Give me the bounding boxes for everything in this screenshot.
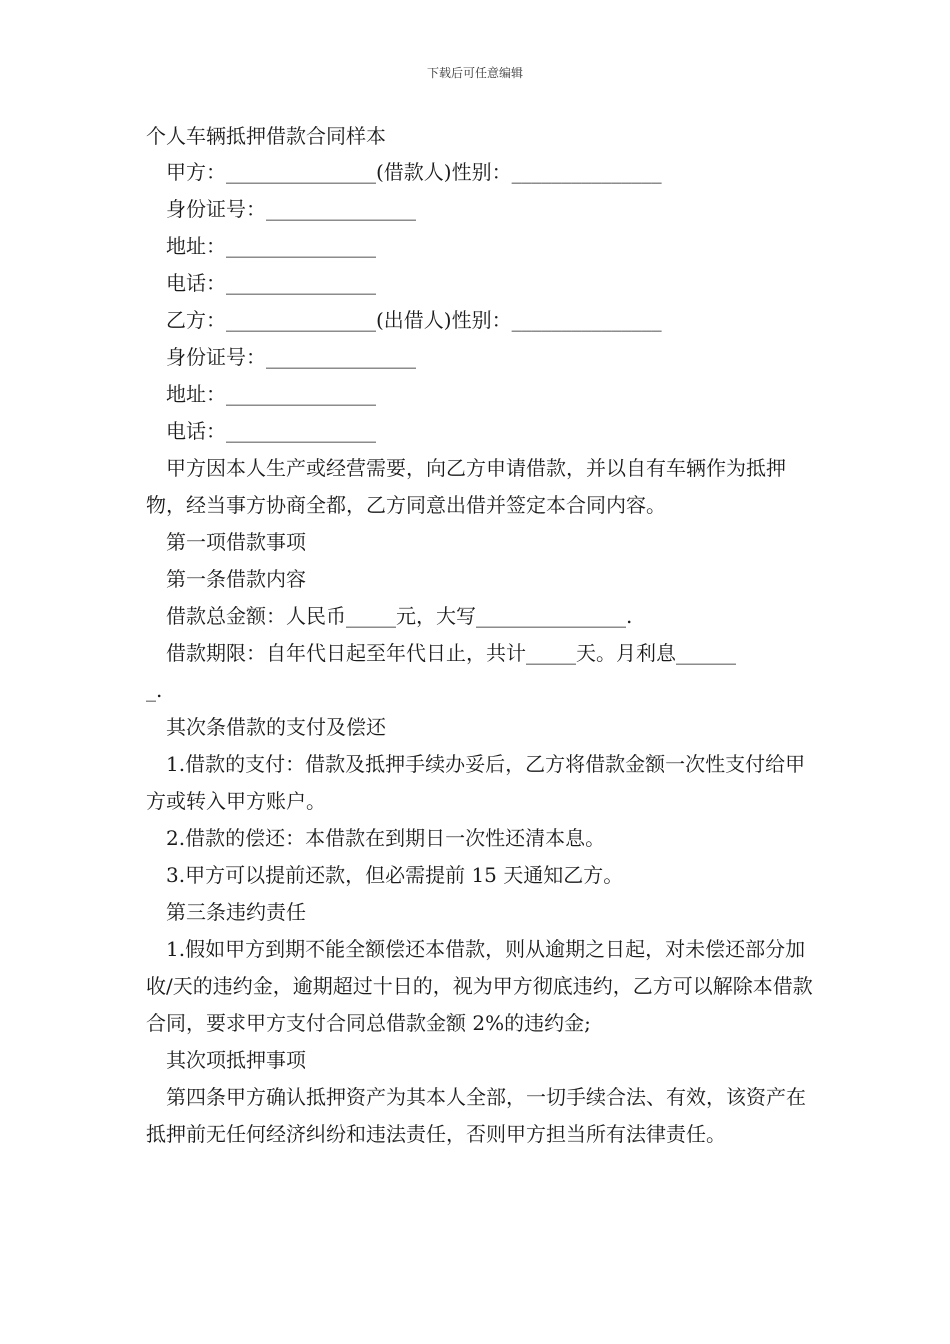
article-1-heading: 第一条借款内容 [166, 567, 306, 591]
loan-term-line: 借款期限：自年代日起至年代日止，共计_____天。月利息______ [166, 641, 736, 665]
party-a-phone-line: 电话：_______________ [166, 271, 376, 295]
party-a-line: 甲方：_______________(借款人)性别：_______________ [166, 160, 662, 184]
party-a-address-line: 地址：_______________ [166, 234, 376, 258]
party-b-id-line: 身份证号：_______________ [166, 345, 416, 369]
payment-clause-1: 1.借款的支付：借款及抵押手续办妥后，乙方将借款金额一次性支付给甲方或转入甲方账户。 [146, 752, 806, 813]
article-4-paragraph: 第四条甲方确认抵押资产为其本人全部，一切手续合法、有效，该资产在抵押前无任何经济纠纷和违法责任，否则甲方担当所有法律责任。 [146, 1085, 806, 1146]
loan-amount-line: 借款总金额：人民币_____元，大写_______________. [166, 604, 633, 628]
party-b-phone-line: 电话：_______________ [166, 419, 376, 443]
party-b-line: 乙方：_______________(出借人)性别：_______________ [166, 308, 662, 332]
article-3-heading: 第三条违约责任 [166, 900, 306, 924]
loan-term-line-continued: _. [146, 678, 163, 702]
page-header-note: 下载后可任意编辑 [426, 66, 523, 80]
payment-clause-3: 3.甲方可以提前还款，但必需提前 15 天通知乙方。 [166, 863, 624, 887]
payment-clause-2: 2.借款的偿还：本借款在到期日一次性还清本息。 [166, 826, 606, 850]
section-heading-loan: 第一项借款事项 [166, 530, 306, 554]
document-title: 个人车辆抵押借款合同样本 [146, 124, 386, 148]
section-heading-mortgage: 其次项抵押事项 [166, 1048, 306, 1072]
intro-paragraph: 甲方因本人生产或经营需要，向乙方申请借款，并以自有车辆作为抵押物，经当事方协商全都，乙方同意出借并签定本合同内容。 [146, 456, 786, 517]
article-2-heading: 其次条借款的支付及偿还 [166, 715, 386, 739]
breach-clause-1: 1.假如甲方到期不能全额偿还本借款，则从逾期之日起，对未偿还部分加收/天的违约金，逾期超过十日的，视为甲方彻底违约，乙方可以解除本借款合同，要求甲方支付合同总借款金额 2%的违约金; [146, 937, 813, 1035]
party-a-id-line: 身份证号：_______________ [166, 197, 416, 221]
party-b-address-line: 地址：_______________ [166, 382, 376, 406]
contract-body [146, 118, 818, 1153]
